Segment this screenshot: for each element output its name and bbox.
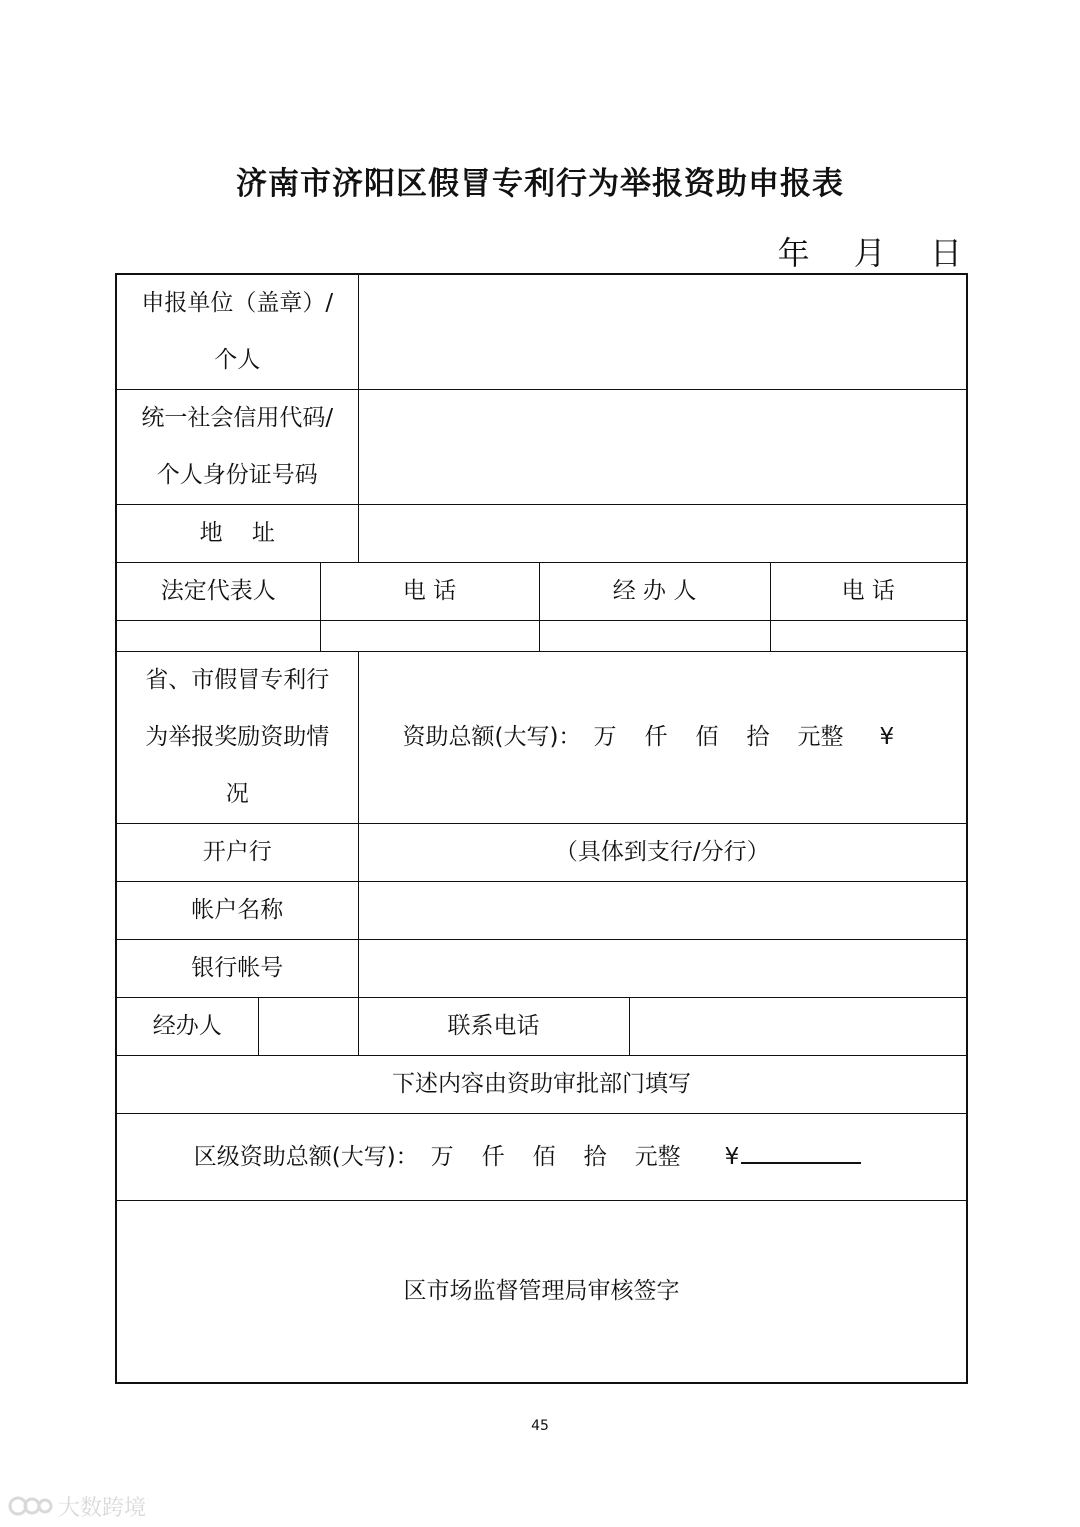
total-label: 资助总额(大写)： xyxy=(402,724,582,750)
bank-field[interactable]: （具体到支行/分行） xyxy=(358,824,967,882)
dept-section-label: 下述内容由资助审批部门填写 xyxy=(116,1056,967,1114)
district-unit-wan: 万 xyxy=(430,1143,454,1170)
date-line xyxy=(778,228,962,274)
phone-field-1[interactable] xyxy=(320,621,539,652)
review-field[interactable] xyxy=(116,1201,967,1383)
district-unit-qian: 仟 xyxy=(481,1143,505,1170)
district-unit-bai: 佰 xyxy=(532,1143,556,1170)
row-applicant xyxy=(116,274,967,390)
legal-rep-field[interactable] xyxy=(116,621,320,652)
district-total-field[interactable] xyxy=(116,1114,967,1201)
application-form-table xyxy=(115,273,968,1384)
handler-field-1[interactable] xyxy=(539,621,770,652)
address-label: 地 址 xyxy=(116,505,358,563)
row-review xyxy=(116,1201,967,1383)
phone-label-1: 电 话 xyxy=(320,563,539,621)
applicant-label: 申报单位（盖章）/ 个人 xyxy=(116,274,358,390)
account-number-field[interactable] xyxy=(358,940,967,998)
phone-label-2: 电 话 xyxy=(770,563,967,621)
district-yen-sign: ¥ xyxy=(724,1143,740,1170)
row-reward xyxy=(116,652,967,824)
bank-label: 开户行 xyxy=(116,824,358,882)
unit-wan: 万 xyxy=(593,724,617,750)
legal-rep-label: 法定代表人 xyxy=(116,563,320,621)
contact-phone-label: 联系电话 xyxy=(358,998,629,1056)
row-contacts-values xyxy=(116,621,967,652)
handler-label-1: 经 办 人 xyxy=(539,563,770,621)
watermark-logo-icon xyxy=(8,1493,54,1519)
row-district-total xyxy=(116,1114,967,1201)
reward-label: 省、市假冒专利行 为举报奖励资助情 况 xyxy=(116,652,358,824)
yen-sign: ¥ xyxy=(879,724,895,750)
watermark-text: 大数跨境 xyxy=(58,1495,147,1521)
handler-label-2: 经办人 xyxy=(116,998,258,1056)
date-month: 月 xyxy=(853,234,886,272)
unit-yuan: 元整 xyxy=(797,724,844,750)
row-account-name xyxy=(116,882,967,940)
page-number: 45 xyxy=(531,1418,549,1434)
form-title: 济南市济阳区假冒专利行为举报资助申报表 xyxy=(236,166,844,202)
district-unit-yuan: 元整 xyxy=(634,1143,681,1170)
row-address xyxy=(116,505,967,563)
account-number-label: 银行帐号 xyxy=(116,940,358,998)
address-field[interactable] xyxy=(358,505,967,563)
row-credit-code xyxy=(116,390,967,505)
row-bank xyxy=(116,824,967,882)
account-name-label: 帐户名称 xyxy=(116,882,358,940)
district-unit-shi: 拾 xyxy=(583,1143,607,1170)
district-total-label: 区级资助总额(大写)： xyxy=(193,1143,419,1170)
account-name-field[interactable] xyxy=(358,882,967,940)
applicant-field[interactable] xyxy=(358,274,967,390)
credit-code-label: 统一社会信用代码/ 个人身份证号码 xyxy=(116,390,358,505)
row-account-number xyxy=(116,940,967,998)
credit-code-field[interactable] xyxy=(358,390,967,505)
row-contacts-header xyxy=(116,563,967,621)
date-day: 日 xyxy=(929,234,962,272)
phone-field-2[interactable] xyxy=(770,621,967,652)
unit-qian: 仟 xyxy=(644,724,668,750)
watermark xyxy=(8,1491,146,1521)
district-amount-underline[interactable] xyxy=(741,1136,861,1164)
date-year: 年 xyxy=(777,234,810,272)
reward-amount-field[interactable] xyxy=(358,652,967,824)
row-handler xyxy=(116,998,967,1056)
unit-shi: 拾 xyxy=(746,724,770,750)
contact-phone-field[interactable] xyxy=(629,998,967,1056)
handler-field-2[interactable] xyxy=(258,998,358,1056)
unit-bai: 佰 xyxy=(695,724,719,750)
review-label: 区市场监督管理局审核签字 xyxy=(403,1277,680,1304)
row-dept-section xyxy=(116,1056,967,1114)
